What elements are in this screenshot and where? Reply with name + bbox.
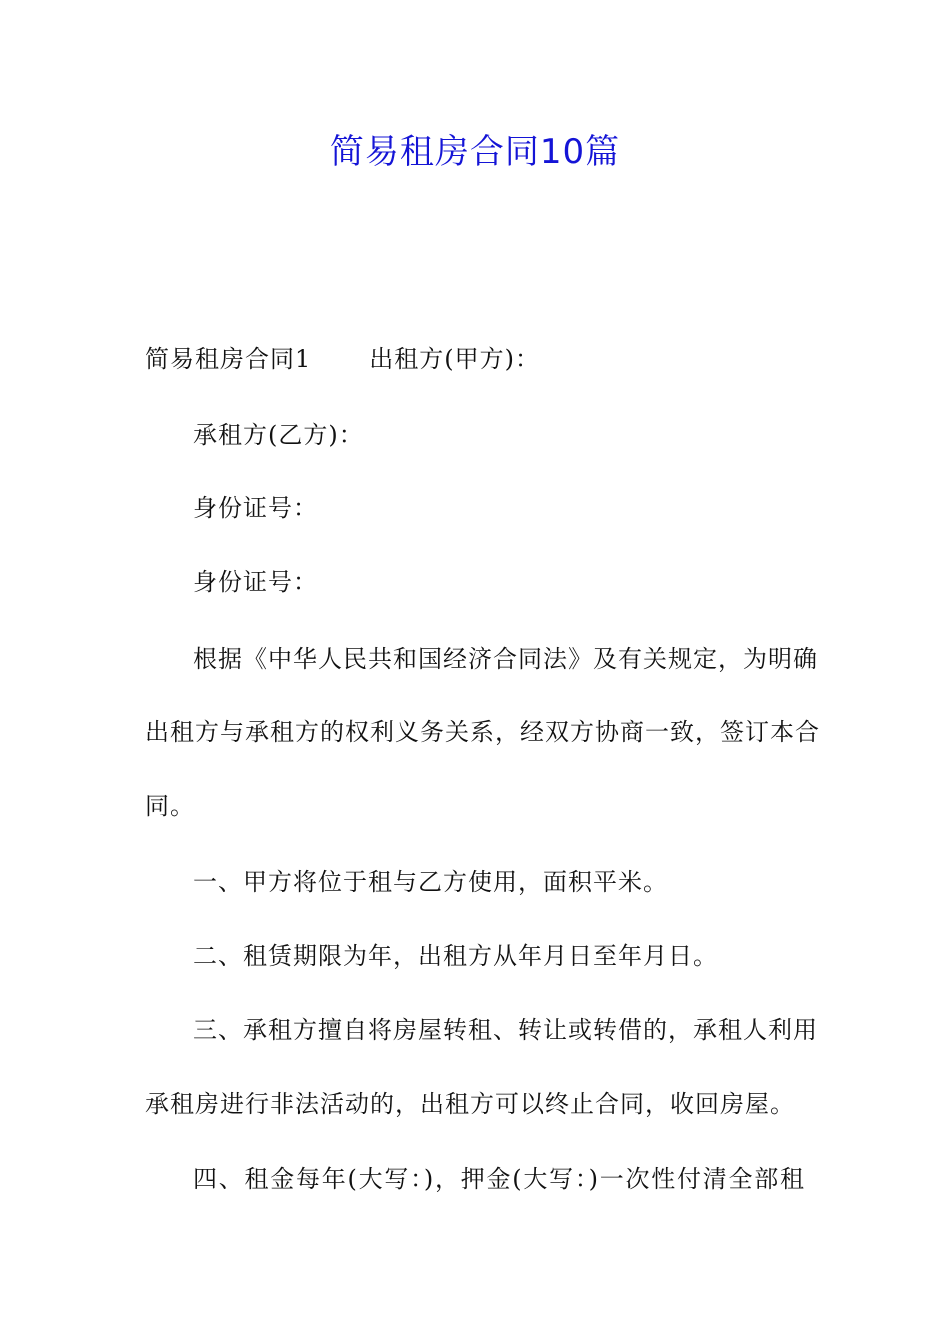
lessor-label: 出租方(甲方)： xyxy=(369,345,541,373)
paragraph-lessee: 承租方(乙方)： xyxy=(193,421,364,449)
paragraph-id-number-1: 身份证号： xyxy=(193,494,318,522)
paragraph-lessor xyxy=(145,343,805,375)
clause-3-line-1: 三、承租方擅自将房屋转租、转让或转借的，承租人利用 xyxy=(193,1016,818,1044)
paragraph-basis-line-3: 同。 xyxy=(145,792,195,820)
clause-3-line-2: 承租房进行非法活动的，出租方可以终止合同，收回房屋。 xyxy=(145,1090,795,1118)
paragraph-basis-line-1: 根据《中华人民共和国经济合同法》及有关规定，为明确 xyxy=(193,645,818,673)
paragraph-basis-line-2: 出租方与承租方的权利义务关系，经双方协商一致，签订本合 xyxy=(145,718,820,746)
clause-4-line-1: 四、租金每年(大写：)，押金(大写：)一次性付清全部租 xyxy=(193,1165,805,1193)
document-title: 简易租房合同10篇 xyxy=(329,132,621,172)
paragraph-id-number-2: 身份证号： xyxy=(193,568,318,596)
clause-1: 一、甲方将位于租与乙方使用，面积平米。 xyxy=(193,868,668,896)
section-label: 简易租房合同1 xyxy=(145,345,312,373)
clause-2: 二、租赁期限为年，出租方从年月日至年月日。 xyxy=(193,942,718,970)
